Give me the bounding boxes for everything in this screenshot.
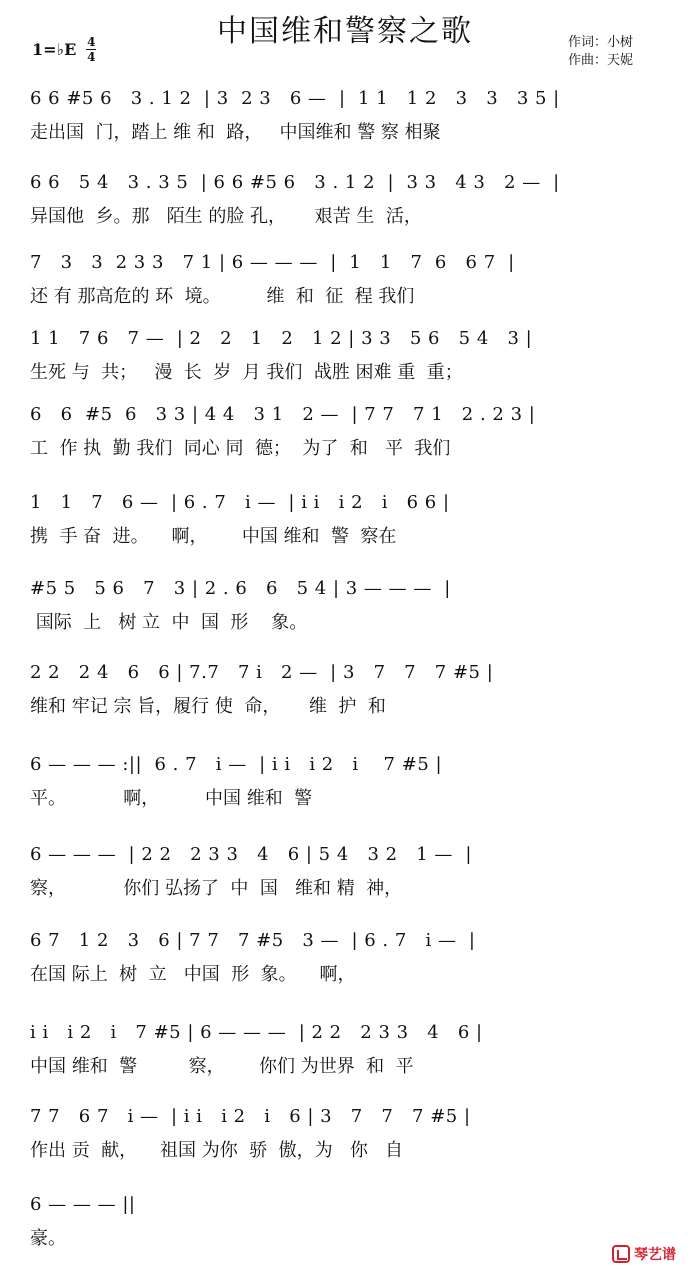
lyrics-line: 还 有 那高危的 环 境。 维 和 征 程 我们	[30, 286, 415, 307]
lyrics-line: 国际 上 树 立 中 国 形 象。	[30, 612, 308, 633]
lyrics-line: 在国 际上 树 立 中国 形 象。 啊，	[30, 964, 356, 985]
credits	[568, 34, 633, 70]
composer-credit: 作曲：天妮	[568, 53, 634, 68]
notation-line: 6 6 #5 6 3 . 1 2 | 3 2 3 6 — | 1 1 1 2 3 3 3 5 |	[30, 88, 560, 109]
lyrics-line: 察， 你们 弘扬了 中 国 维和 精 神，	[30, 878, 403, 899]
notation-line: 6 — — — | 2 2 2 3 3 4 6 | 5 4 3 2 1 — |	[30, 844, 472, 865]
song-title: 中国维和警察之歌	[217, 14, 473, 49]
lyrics-line: 异国他 乡。那 陌生 的脸 孔， 艰苦 生 活，	[30, 206, 422, 227]
notation-line: 6 6 #5 6 3 3 | 4 4 3 1 2 — | 7 7 7 1 2 . 2 3 |	[30, 404, 536, 425]
lyrics-line: 生死 与 共； 漫 长 岁 月 我们 战胜 困难 重 重；	[30, 362, 463, 383]
notation-line: 7 7 6 7 i — | i i i 2 i 6 | 3 7 7 7 #5 |	[30, 1106, 471, 1127]
time-signature-bottom: 4	[87, 50, 96, 64]
notation-line: 6 6 5 4 3 . 3 5 | 6 6 #5 6 3 . 1 2 | 3 3 4 3 2 — |	[30, 172, 560, 193]
lyrics-line: 维和 牢记 宗 旨，履行 使 命， 维 护 和	[30, 696, 386, 717]
notation-line: 1 1 7 6 7 — | 2 2 1 2 1 2 | 3 3 5 6 5 4 3 |	[30, 328, 533, 349]
notation-line: 6 — — — ||	[30, 1194, 136, 1215]
key-signature	[32, 36, 96, 63]
lyricist-credit: 作词：小树	[568, 35, 634, 50]
notation-line: 7 3 3 2 3 3 7 1 | 6 — — — | 1 1 7 6 6 7 |	[30, 252, 515, 273]
notation-line: 1 1 7 6 — | 6 . 7 i — | i i i 2 i 6 6 |	[30, 492, 450, 513]
lyrics-line: 工 作 执 勤 我们 同心 同 德； 为了 和 平 我们	[30, 438, 451, 459]
lyrics-line: 作出 贡 献， 祖国 为你 骄 傲，为 你 自	[30, 1140, 403, 1161]
site-watermark	[612, 1244, 676, 1264]
lyrics-line: 走出国 门，踏上 维 和 路， 中国维和 警 察 相聚	[30, 122, 441, 143]
lyrics-line: 中国 维和 警 察， 你们 为世界 和 平	[30, 1056, 414, 1077]
notation-line: #5 5 5 6 7 3 | 2 . 6 6 5 4 | 3 — — — |	[30, 578, 451, 599]
brand-logo-icon	[612, 1245, 630, 1263]
notation-line: i i i 2 i 7 #5 | 6 — — — | 2 2 2 3 3 4 6 |	[30, 1022, 483, 1043]
lyrics-line: 携 手 奋 进。 啊， 中国 维和 警 察在	[30, 526, 397, 547]
notation-line: 6 — — — :|| 6 . 7 i — | i i i 2 i 7 #5 |	[30, 754, 443, 775]
lyrics-line: 豪。	[30, 1228, 66, 1249]
notation-line: 6 7 1 2 3 6 | 7 7 7 #5 3 — | 6 . 7 i — |	[30, 930, 476, 951]
notation-line: 2 2 2 4 6 6 | 7.7 7 i 2 — | 3 7 7 7 #5 |	[30, 662, 494, 683]
watermark-text: 琴艺谱	[634, 1247, 676, 1263]
time-signature	[86, 36, 96, 63]
lyrics-line: 平。 啊， 中国 维和 警	[30, 788, 313, 809]
key-label: 1=♭E	[32, 40, 77, 59]
time-signature-top: 4	[87, 35, 96, 49]
